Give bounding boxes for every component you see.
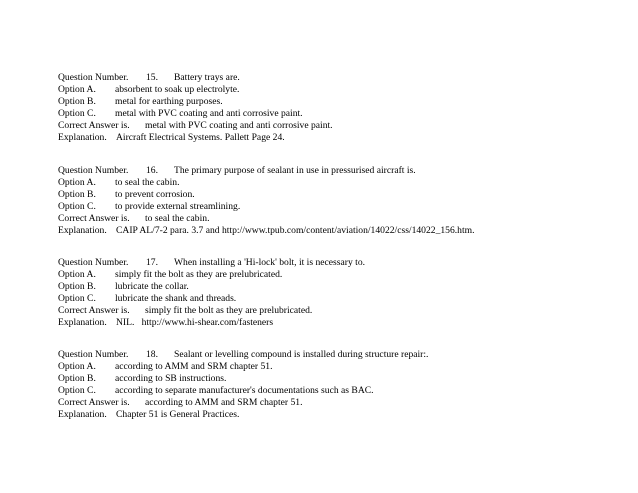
- option-b-text: according to SB instructions.: [115, 373, 227, 384]
- correct-answer-text: metal with PVC coating and anti corrosive paint.: [145, 120, 333, 131]
- option-a-text: to seal the cabin.: [115, 177, 180, 188]
- question-text: When installing a 'Hi-lock' bolt, it is necessary to.: [174, 257, 366, 268]
- option-a-text: absorbent to soak up electrolyte.: [115, 84, 240, 95]
- option-a-label: Option A.: [58, 177, 96, 188]
- correct-answer-label: Correct Answer is.: [58, 213, 130, 224]
- option-b-label: Option B.: [58, 96, 96, 107]
- explanation-text: NIL. http://www.hi-shear.com/fasteners: [116, 317, 274, 328]
- explanation-text: Aircraft Electrical Systems. Pallett Page 24.: [116, 132, 285, 143]
- explanation-label: Explanation.: [58, 317, 107, 328]
- option-b-label: Option B.: [58, 373, 96, 384]
- correct-answer-label: Correct Answer is.: [58, 305, 130, 316]
- correct-answer-text: to seal the cabin.: [145, 213, 210, 224]
- option-b-text: metal for earthing purposes.: [115, 96, 223, 107]
- question-label: Question Number.: [58, 165, 129, 176]
- question-label: Question Number.: [58, 349, 129, 360]
- option-a-label: Option A.: [58, 269, 96, 280]
- question-text: Battery trays are.: [174, 72, 240, 83]
- option-b-text: lubricate the collar.: [115, 281, 189, 292]
- option-c-text: to provide external streamlining.: [115, 201, 241, 212]
- option-b-label: Option B.: [58, 281, 96, 292]
- correct-answer-label: Correct Answer is.: [58, 120, 130, 131]
- question-number: 18.: [146, 349, 158, 360]
- question-text: The primary purpose of sealant in use in pressurised aircraft is.: [174, 165, 416, 176]
- option-c-text: lubricate the shank and threads.: [115, 293, 237, 304]
- question-label: Question Number.: [58, 72, 129, 83]
- correct-answer-label: Correct Answer is.: [58, 397, 130, 408]
- option-b-label: Option B.: [58, 189, 96, 200]
- explanation-label: Explanation.: [58, 409, 107, 420]
- option-c-label: Option C.: [58, 385, 96, 396]
- question-label: Question Number.: [58, 257, 129, 268]
- correct-answer-text: simply fit the bolt as they are prelubricated.: [145, 305, 313, 316]
- explanation-label: Explanation.: [58, 225, 107, 236]
- explanation-text: CAIP AL/7-2 para. 3.7 and http://www.tpub.com/content/aviation/14022/css/14022_156.htm.: [116, 225, 475, 236]
- question-number: 17.: [146, 257, 158, 268]
- correct-answer-text: according to AMM and SRM chapter 51.: [145, 397, 303, 408]
- option-a-label: Option A.: [58, 84, 96, 95]
- question-number: 16.: [146, 165, 158, 176]
- option-a-text: according to AMM and SRM chapter 51.: [115, 361, 273, 372]
- option-c-label: Option C.: [58, 293, 96, 304]
- option-c-text: according to separate manufacturer's documentations such as BAC.: [115, 385, 374, 396]
- option-b-text: to prevent corrosion.: [115, 189, 195, 200]
- question-text: Sealant or levelling compound is installed during structure repair:.: [174, 349, 429, 360]
- option-c-label: Option C.: [58, 108, 96, 119]
- question-number: 15.: [146, 72, 158, 83]
- option-c-label: Option C.: [58, 201, 96, 212]
- option-a-label: Option A.: [58, 361, 96, 372]
- explanation-text: Chapter 51 is General Practices.: [116, 409, 240, 420]
- explanation-label: Explanation.: [58, 132, 107, 143]
- option-c-text: metal with PVC coating and anti corrosive paint.: [115, 108, 303, 119]
- option-a-text: simply fit the bolt as they are prelubricated.: [115, 269, 283, 280]
